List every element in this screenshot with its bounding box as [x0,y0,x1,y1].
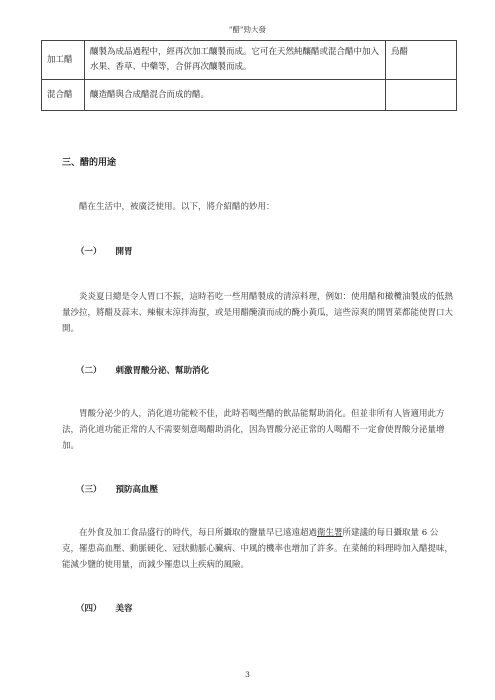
underlined-term: 衛生署 [317,528,343,538]
subsection-title: 預防高血壓 [115,485,159,495]
body-text: 所建議的每日攝取量 6 公克，罹患高血壓、動脈硬化、冠狀動脈心臟病、中風的機率也增加了許多。在菜餚的料理時加入醋提味，能減少鹽的使用量，而減少罹患以上疾病的風險。 [62,528,454,570]
subsection-heading [76,483,158,495]
intro-paragraph: 醋在生活中，被廣泛使用。以下，將介紹醋的妙用： [79,202,275,212]
subsection-title: 美容 [115,604,133,614]
body-paragraph [62,525,454,573]
subsection-heading [76,245,133,257]
table-cell-example [386,80,457,111]
table-cell-description: 釀製為成品過程中，經再次加工釀製而成。它可在天然純釀醋或混合醋中加入水果、香草、中藥等，合併再次釀製而成。 [85,41,386,80]
section-heading [62,155,116,168]
body-text: 在外食及加工食品盛行的時代，每日所攝取的鹽量早已遠遠超過 [79,528,318,538]
body-paragraph: 胃酸分泌少的人，消化道功能較不佳，此時若喝些醋的飲品能幫助消化。但並非所有人皆適用此方法，消化道功能正常的人不需要刻意喝醋助消化，因為胃酸分泌正常的人喝醋不一定會使胃酸分泌量增加。 [62,409,445,451]
subsection-number: （四） [76,604,102,614]
table-cell-example: 烏醋 [386,41,457,80]
table-cell-type-name: 混合醋 [42,80,85,111]
subsection-number: （三） [76,485,102,495]
subsection-heading [76,602,133,614]
section-title: 醋的用途 [80,158,117,168]
vinegar-type-table [41,40,457,111]
section-number: 三、 [62,158,81,168]
subsection-number: （二） [76,366,102,376]
table-cell-type-name: 加工醋 [42,41,85,80]
subsection-number: （一） [76,247,102,257]
page-header: "醋"勁大發 [229,25,266,34]
subsection-title: 刺激胃酸分泌、幫助消化 [115,366,210,376]
body-paragraph: 炎炎夏日總是令人胃口不振，這時若吃一些用醋製成的清涼料理，例如：使用醋和橄欖油製成的低熱量沙拉，將醋及蒜末、辣椒末涼拌海蜇，或是用醋醃漬而成的醃小黃瓜，這些涼爽的開胃菜都能使胃口大開。 [62,292,454,334]
table-row [42,41,457,80]
page-number: 3 [245,670,250,679]
subsection-title: 開胃 [115,247,133,257]
subsection-heading [76,364,209,376]
table-cell-description: 釀造醋與合成醋混合而成的醋。 [85,80,386,111]
table-row [42,80,457,111]
